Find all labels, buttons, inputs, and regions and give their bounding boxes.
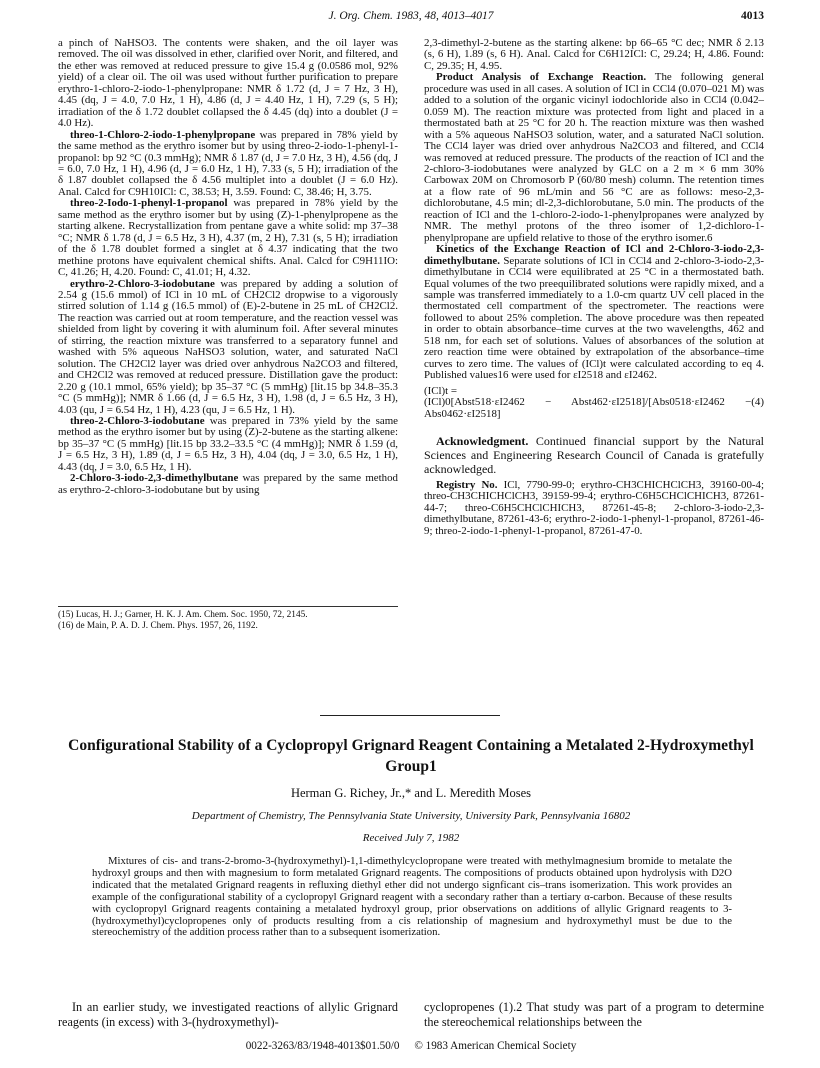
paragraph-text: was prepared in 73% yield by the same method as the erythro isomer but by using (Z)-2-butene as the starting alkene: bp 35–37 °C (5 mmHg) [lit.15 bp 33.2–33.5 °C (4 mmHg)]; NMR δ 1.59 (d, J = 6.5 Hz, 3 H), 1.89 (d, J = 6.5 Hz, 3 H), 4.04 (dq, J = 3.0, 6.5 Hz, 1 H), 4.43 (dq, J = 3.0, 6.5 Hz, 1 H). xyxy=(58,414,398,473)
authors: Herman G. Richey, Jr.,* and L. Meredith Moses xyxy=(290,786,532,800)
footnotes xyxy=(58,606,398,632)
page-number: 4013 xyxy=(741,10,764,22)
paragraph xyxy=(424,244,764,381)
paragraph-text: The following general procedure was used in all cases. A solution of ICl in CCl4 (0.070–021 M) was added to a solution of the organic vicinyl iodochloride also in CCl4 (0.042–0.059 M). The reaction mixture was protected from light and placed in a thermostated bath at 25 °C for 20 h. The reaction mixture was then washed with a 5% aqueous NaHSO3 solution, water, and a saturated NaCl solution. The CCl4 layer was dried over anhydrous Na2CO3 and filtered, and CCl4 was removed at reduced pressure. The products of the reaction of ICl and the 2-chloro-3-iodobutanes were analyzed by GLC on a 2 m × 6 mm 30% Carbowax 20M on Chromosorb P (60/80 mesh) column. The retention times at a flow rate of 96 mL/min and 56 °C are as follows: meso-2,3-dichlorobutane, 4.5 min; dl-2,3-dichlorobutane, 5.0 min. The products of the reaction of ICl and the 1-chloro-2-iodo-1-phenylpropanes were analyzed by NMR. The methyl protons of the threo isomer of 1,2-dichloro-1-phenylpropane are upfield relative to those of the erythro isomer.6 xyxy=(424,71,764,244)
affiliation: Department of Chemistry, The Pennsylvania State University, University Park, Pennsylvania 16802 xyxy=(191,810,631,822)
copyright-notice: © 1983 American Chemical Society xyxy=(414,1040,577,1052)
subsection-heading: threo-1-Chloro-2-iodo-1-phenylpropane xyxy=(70,128,256,141)
subsection-heading: 2-Chloro-3-iodo-2,3-dimethylbutane xyxy=(70,472,239,485)
paragraph xyxy=(424,72,764,244)
subsection-heading: Kinetics of the Exchange Reaction of ICl and 2-Chloro-3-iodo-2,3-dimethylbutane. xyxy=(424,243,764,267)
paragraph xyxy=(58,279,398,416)
subsection-heading: Product Analysis of Exchange Reaction. xyxy=(436,71,647,84)
equation-number: (4) xyxy=(751,396,764,409)
right-column xyxy=(424,38,764,537)
left-column xyxy=(58,38,398,496)
section-divider xyxy=(320,715,500,716)
paragraph-text: was prepared by adding a solution of 2.54 g (15.6 mmol) of ICl in 10 mL of CH2Cl2 dropwise to a vigorously stirred solution of 1.14 g (16.5 mmol) of (E)-2-butene in 25 mL of CH2Cl2. The reaction was carried out at room temperature, and the reaction vessel was shielded from light by covering it with aluminum foil. After several minutes of stirring, the reaction mixture was transferred to a separatory funnel and washed with 5% aqueous NaHSO3 solution, water, and saturated NaCl solution. The CH2Cl2 layer was dried over anhydrous Na2CO3 and filtered, and CH2Cl2 was removed at reduced pressure. Distillation gave the product: 2.20 g (10.1 mmol, 65% yield); bp 35–37 °C (5 mmHg) [lit.15 bp 34.8–35.3 °C (5 mmHg)]; NMR δ 1.66 (d, J = 6.5 Hz, 3 H), 1.98 (d, J = 6.5 Hz, 3 H), 4.03 (qu, J = 6.54 Hz, 1 H), 4.23 (qu, J = 6.5 Hz, 1 H). xyxy=(58,277,398,416)
equation-4 xyxy=(424,386,764,420)
page-header xyxy=(58,10,764,28)
subsection-heading: erythro-2-Chloro-3-iodobutane xyxy=(70,277,215,290)
registry-heading: Registry No. xyxy=(436,478,498,491)
intro-text-right: cyclopropenes (1).2 That study was part of a program to determine the stereochemical relationships between the xyxy=(424,1000,764,1029)
registry-numbers xyxy=(424,480,764,537)
paragraph: a pinch of NaHSO3. The contents were shaken, and the oil layer was removed. The oil was dissolved in ether, clarified over Norit, and filtered, and the ether was removed at reduced pressure to give 15.4 g (0.0586 mol, 92% yield) of a clear oil. The oil was used without further purification to prepare erythro-1-chloro-2-iodo-1-phenylpropane: NMR δ 1.72 (d, J = 7 Hz, 3 H), 4.45 (dq, J = 4.0, 7.0 Hz, 1 H), 4.86 (d, J = 4.40 Hz, 1 H), 7.29 (s, 5 H); irradiation of the δ 1.72 doublet collapsed the δ 4.45 (dq) into a doublet (J = 4.0 Hz). xyxy=(58,37,398,130)
acknowledgment-text: Continued financial support by the Natural Sciences and Engineering Research Council of Canada is gratefully acknowledged. xyxy=(424,433,764,476)
footnote: (16) de Main, P. A. D. J. Chem. Phys. 1957, 26, 1192. xyxy=(58,621,258,631)
paragraph xyxy=(58,473,398,496)
acknowledgment-heading: Acknowledgment. xyxy=(436,433,529,448)
paragraph-text: was prepared by the same method as erythro-2-chloro-3-iodobutane but by using xyxy=(58,472,398,496)
paragraph xyxy=(58,130,398,199)
article-code: 0022-3263/83/1948-4013$01.50/0 xyxy=(245,1040,400,1052)
paragraph-text: was prepared in 78% yield by the same method as the erythro isomer but by using (Z)-1-phenylpropene as the starting alkene. Recrystallization from pentane gave a white solid: mp 37–38 °C; NMR δ 1.78 (d, J = 6.5 Hz, 3 H), 4.37 (m, 2 H), 7.31 (s, 5 H); irradiation of the δ 1.78 doublet formed a singlet at δ 4.37 indicating that the two methine protons have equivalent chemical shifts. Anal. Calcd for C9H11IO: C, 41.26; H, 4.20. Found: C, 41.01; H, 4.32. xyxy=(58,197,398,279)
paragraph xyxy=(58,416,398,473)
acknowledgment xyxy=(424,434,764,476)
article-title: Configurational Stability of a Cyclopropyl Grignard Reagent Containing a Metalated 2-Hydroxymethyl Group1 xyxy=(68,737,754,775)
paragraph-text: Separate solutions of ICl in CCl4 and 2-chloro-3-iodo-2,3-dimethylbutane in CCl4 were equilibrated at 25 °C in a thermostated bath. Equal volumes of the two preequilibrated solutions were rapidly mixed, and a sample was transferred immediately to a 1.0-cm quartz UV cell placed in the thermostated cell compartment of the spectrometer. The reactions were followed to about 25% completion. The above procedure was then repeated in order to obtain absorbance–time curves at the two wavelengths, 462 and 518 nm, for each set of solutions. Values of absorbances of the solution at zero reaction time were obtained by extrapolation of the absorbance–time curves to zero time. The values of (ICl)t were calculated according to eq 4. Published values16 were used for εI2518 and εI2462. xyxy=(424,254,764,382)
paragraph: 2,3-dimethyl-2-butene as the starting alkene: bp 66–65 °C dec; NMR δ 2.13 (s, 6 H), 1.89 (s, 6 H). Anal. Calcd for C6H12ICl: C, 29.24; H, 4.86. Found: C, 29.35; H, 4.95. xyxy=(424,37,764,72)
footer xyxy=(58,1040,764,1052)
subsection-heading: threo-2-Chloro-3-iodobutane xyxy=(70,414,205,427)
paragraph-text: was prepared in 78% yield by the same method as the erythro isomer but by using threo-2-iodo-1-phenyl-1-propanol: bp 92 °C (0.3 mmHg); NMR δ 1.87 (d, J = 7.0 Hz, 3 H), 4.56 (dq, J = 6.0, 7.0 Hz, 1 H), 4.96 (d, J = 6.0 Hz, 1 H), 7.33 (s, 5 H); irradiation of the δ 1.87 doublet collapsed the δ 4.56 multiplet into a doublet (J = 6.0 Hz). Anal. Calcd for C9H10ICl: C, 38.53; H, 3.59. Found: C, 38.46; H, 3.75. xyxy=(58,128,398,198)
equation-rhs: (ICl)0[Abst518·εI2462 − Abst462·εI2518]/[Abs0518·εI2462 − Abs0462·εI2518] xyxy=(424,396,752,420)
equation-lhs: (ICl)t = xyxy=(424,384,458,397)
registry-text: ICl, 7790-99-0; erythro-CH3CHICHClCH3, 39160-00-4; threo-CH3CHICHClCH3, 39159-99-4; erythro-C6H5CHClCHICH3, 87261-44-7; threo-C6H5CHClCHICH3, 87261-45-8; 2-chloro-3-iodo-2,3-dimethylbutane, 87261-43-6; erythro-2-iodo-1-phenyl-1-propanol, 87261-46-9; threo-2-iodo-1-phenyl-1-propanol, 87261-47-0. xyxy=(424,478,764,537)
footnote: (15) Lucas, H. J.; Garner, H. K. J. Am. Chem. Soc. 1950, 72, 2145. xyxy=(58,610,308,620)
received-date: Received July 7, 1982 xyxy=(362,832,460,844)
paragraph xyxy=(58,198,398,278)
running-title: J. Org. Chem. 1983, 48, 4013–4017 xyxy=(328,10,494,22)
intro-text-left: In an earlier study, we investigated reactions of allylic Grignard reagents (in excess) with 3-(hydroxymethyl)- xyxy=(58,1000,398,1029)
abstract: Mixtures of cis- and trans-2-bromo-3-(hydroxymethyl)-1,1-dimethylcyclopropane were treated with methylmagnesium bromide to metalate the hydroxyl groups and then with magnesium to form metalated Grignard reagents. The compositions of products obtained upon hydrolysis with D2O indicated that the metalated Grignard reagents in refluxing diethyl ether did not undergo signficant cis–trans isomerization. This work provides an example of the configurational stability of a cyclopropyl Grignard reagent with a secondary rather than a tertiary α-carbon. Because of these results with cyclopropyl Grignard reagents containing a metalated hydroxyl group, prior observations on additions of allylic Grignard reagents to 3-(hydroxymethyl)cyclopropenes only of products resulting from a cis relationship of magnesium and hydroxymethyl must be due to the stereochemistry of the addition process rather than to a subsequent isomerization. xyxy=(92,855,732,939)
subsection-heading: threo-2-Iodo-1-phenyl-1-propanol xyxy=(70,197,228,210)
